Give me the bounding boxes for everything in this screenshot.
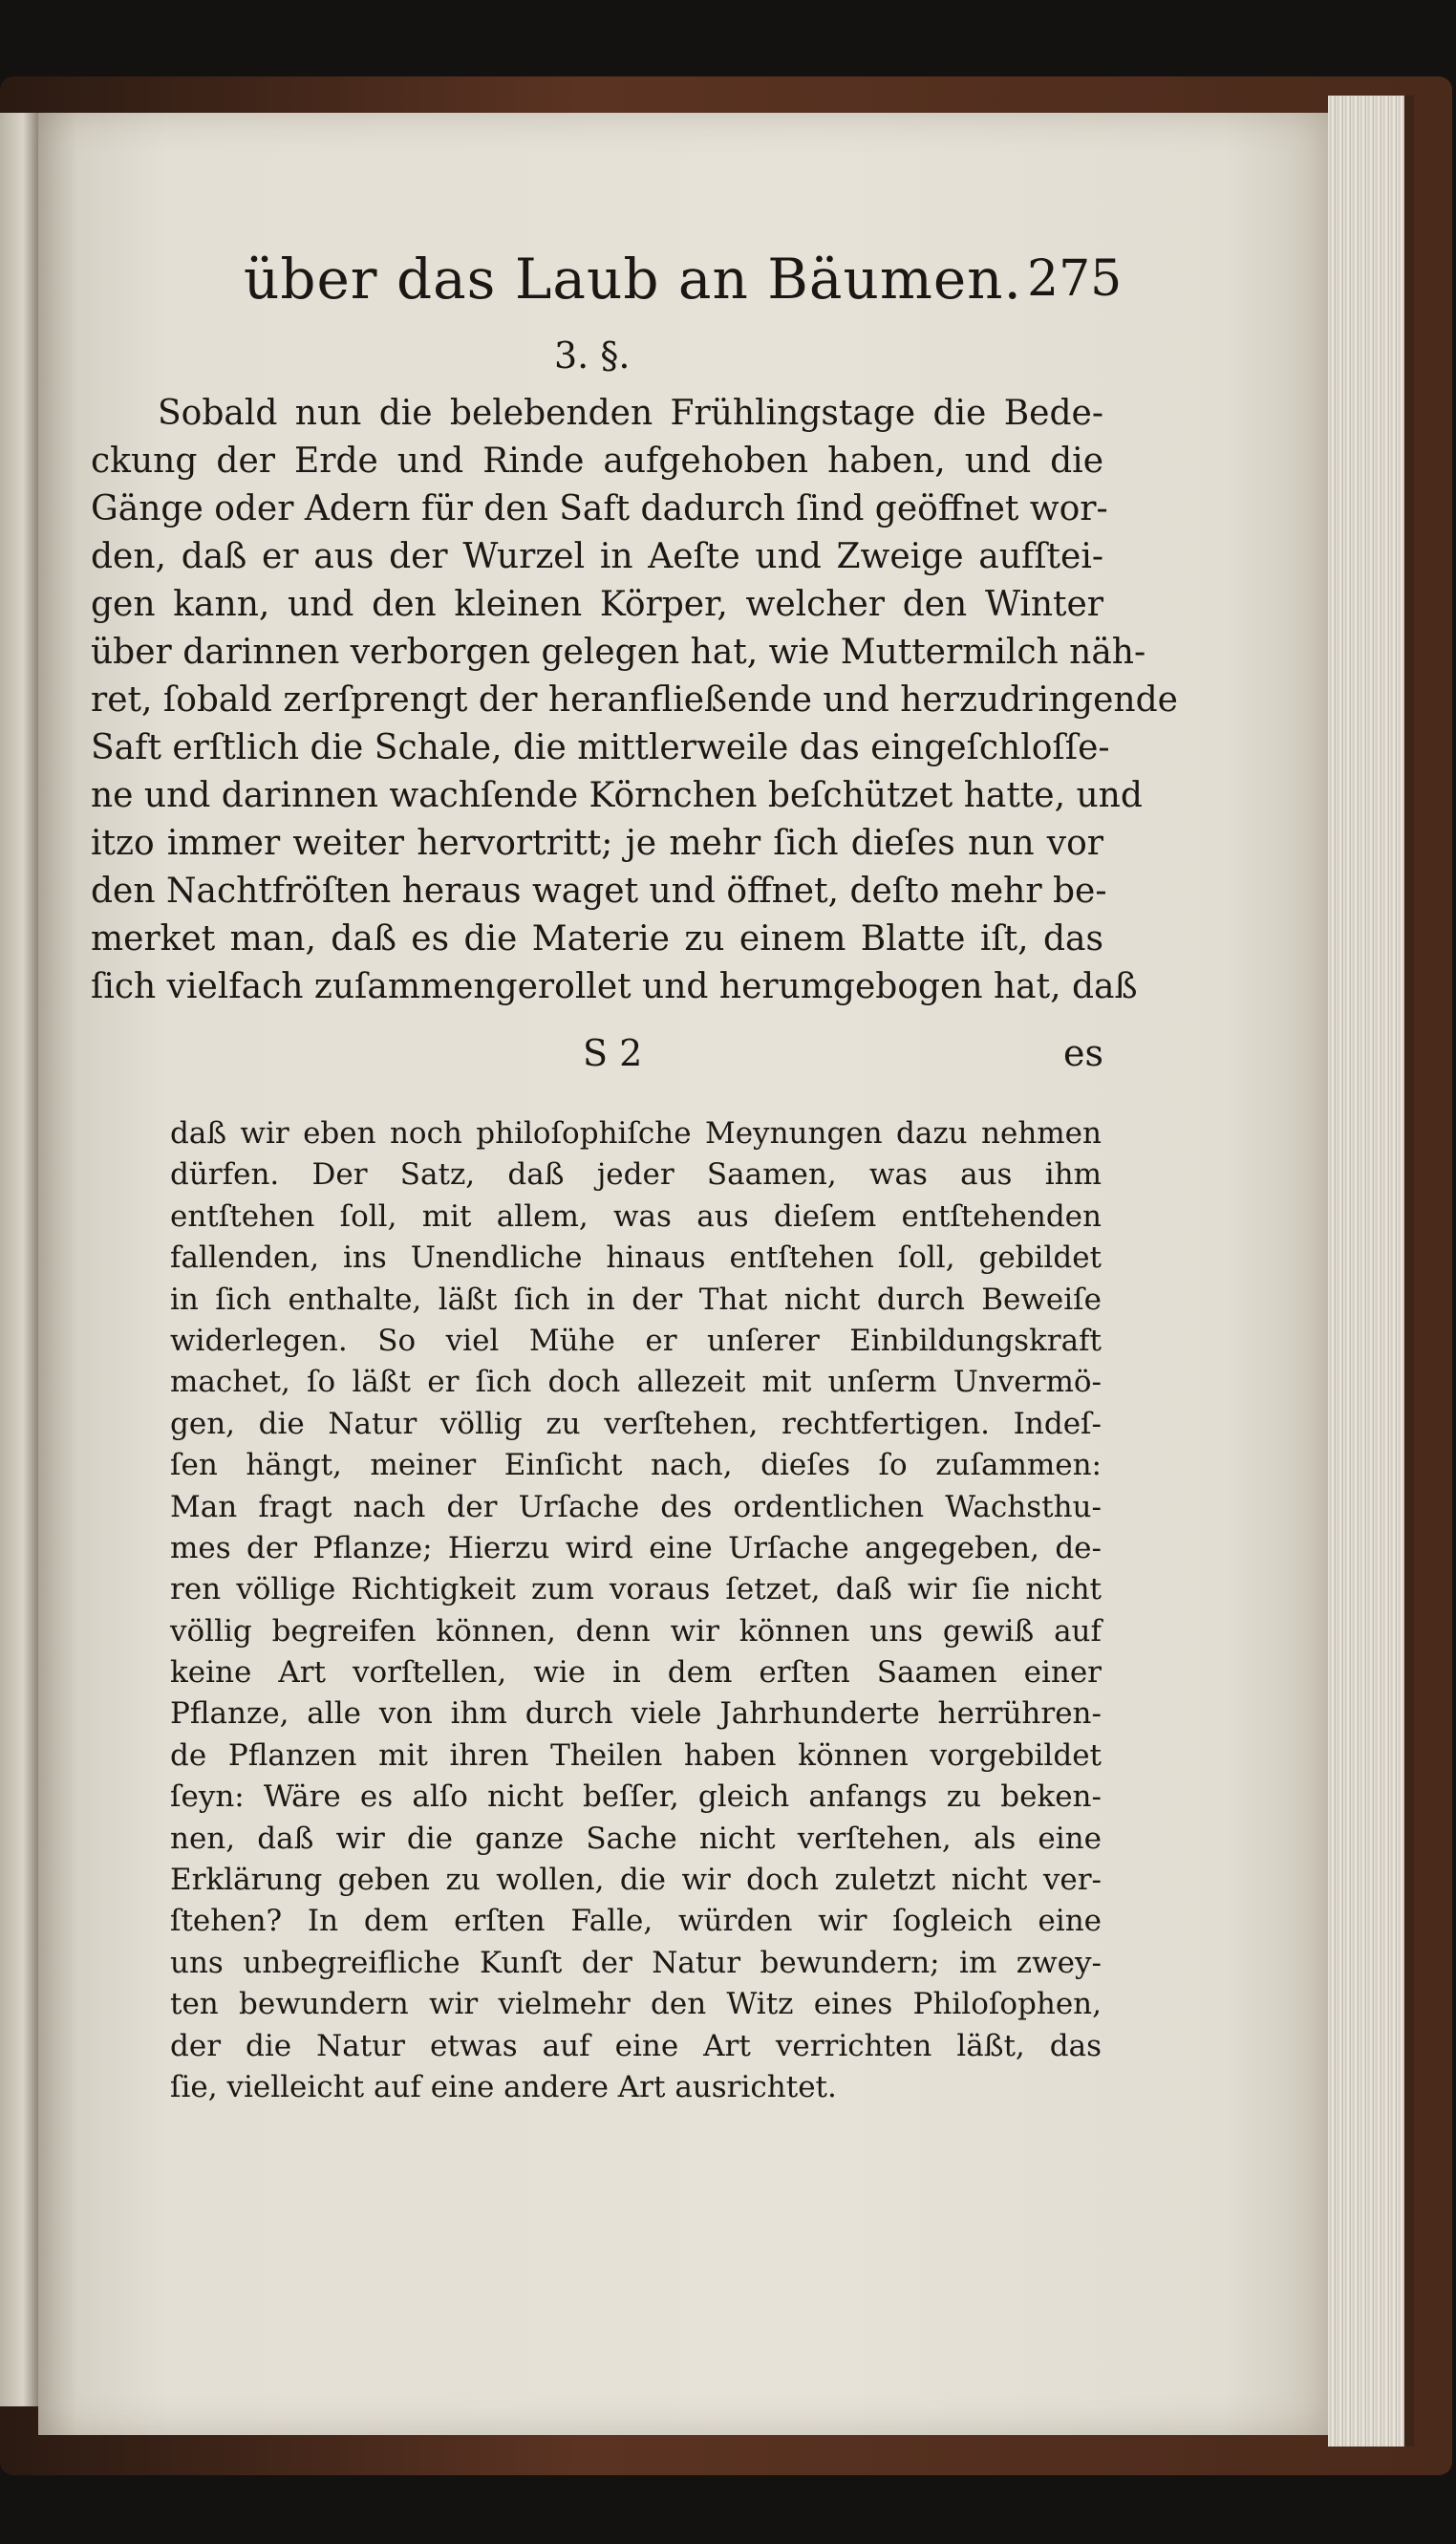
text-line: merket man, daß es die Materie zu einem Blatte iſt, das [91, 919, 1103, 959]
text-line: Sobald nun die belebenden Frühlingstage die Bede- [158, 394, 1103, 433]
footnote-line: ſeyn: Wäre es alſo nicht beſſer, gleich anfangs zu beken- [170, 1779, 1102, 1815]
signature-mark: S 2 [583, 1032, 643, 1074]
footnote-line: in ſich enthalte, läßt ſich in der That nicht durch Beweiſe [170, 1282, 1102, 1317]
footnote-line: Erklärung geben zu wollen, die wir doch zuletzt nicht ver- [170, 1863, 1102, 1898]
section-marker: 3. §. [554, 334, 631, 377]
running-title: über das Laub an Bäumen. [244, 247, 1022, 312]
footnote-line: ſie, vielleicht auf eine andere Art ausrichtet. [170, 2069, 837, 2104]
footnote-line: völlig begreifen können, denn wir können uns gewiß auf [170, 1613, 1102, 1649]
footnote-line: mes der Pflanze; Hierzu wird eine Urſache angegeben, de- [170, 1530, 1102, 1565]
text-line: Saft erſtlich die Schale, die mittlerweile das eingeſchloſſe- [91, 728, 1110, 767]
footnote-line: keine Art vorſtellen, wie in dem erſten Saamen einer [170, 1655, 1102, 1691]
text-line: den, daß er aus der Wurzel in Aeſte und Zweige aufſtei- [91, 537, 1103, 576]
footnote-line: dürfen. Der Satz, daß jeder Saamen, was aus ihm [170, 1157, 1102, 1193]
footnote-line: daß wir eben noch philoſophiſche Meynungen dazu nehmen [170, 1116, 1102, 1151]
footnote-line: ten bewundern wir vielmehr den Witz eines Philoſophen, [170, 1987, 1102, 2022]
text-line: ret, ſobald zerſprengt der heranfließende und herzudringende [91, 680, 1178, 720]
footnote-line: ſen hängt, meiner Einſicht nach, dieſes ſo zuſammen: [170, 1448, 1102, 1483]
footnote-line: machet, ſo läßt er ſich doch allezeit mit unſerm Unvermö- [170, 1365, 1102, 1400]
catchword: es [1063, 1032, 1103, 1074]
text-line: Gänge oder Adern für den Saft dadurch ſind geöffnet wor- [91, 489, 1108, 528]
footnote-line: fallenden, ins Unendliche hinaus entſtehen ſoll, gebildet [170, 1240, 1102, 1276]
signature-line [91, 1032, 1103, 1080]
text-line: gen kann, und den kleinen Körper, welcher den Winter [91, 585, 1103, 624]
text-line: über darinnen verborgen gelegen hat, wie Muttermilch näh- [91, 633, 1146, 672]
previous-page-edge [0, 113, 38, 2406]
text-line: ne und darinnen wachſende Körnchen beſchützet hatte, und [91, 776, 1143, 815]
footnote-line: Pflanze, alle von ihm durch viele Jahrhunderte herrühren- [170, 1696, 1102, 1732]
text-line: den Nachtfröſten heraus waget und öffnet, deſto mehr be- [91, 872, 1107, 911]
footnote-line: der die Natur etwas auf eine Art verrichten läßt, das [170, 2028, 1102, 2063]
footnote-line: ſtehen? In dem erſten Falle, würden wir ſogleich eine [170, 1904, 1102, 1939]
page-header [244, 247, 1123, 323]
footnote-block [170, 1113, 1102, 2108]
footnote-line: gen, die Natur völlig zu verſtehen, rechtfertigen. Indeſ- [170, 1406, 1102, 1441]
text-line: itzo immer weiter hervortritt; je mehr ſich dieſes nun vor [91, 824, 1103, 863]
footnote-line: nen, daß wir die ganze Sache nicht verſtehen, als eine [170, 1821, 1102, 1856]
footnote-line: de Pflanzen mit ihren Theilen haben können vorgebildet [170, 1737, 1102, 1773]
text-line: ſich vielfach zuſammengerollet und herumgebogen hat, daß [91, 967, 1138, 1006]
footnote-line: widerlegen. So viel Mühe er unſerer Einbildungskraft [170, 1323, 1102, 1358]
footnote-line: uns unbegreifliche Kunſt der Natur bewundern; im zwey- [170, 1945, 1102, 1980]
page-edges [1328, 96, 1414, 2447]
footnote-line: ren völlige Richtigkeit zum voraus ſetzet, daß wir ſie nicht [170, 1572, 1102, 1607]
text-line: ckung der Erde und Rinde aufgehoben haben, und die [91, 442, 1103, 481]
page-number: 275 [1027, 250, 1123, 308]
main-paragraph [91, 390, 1178, 1011]
footnote-line: Man fragt nach der Urſache des ordentlichen Wachsthu- [170, 1489, 1102, 1524]
footnote-line: entſtehen ſoll, mit allem, was aus dieſem entſtehenden [170, 1198, 1102, 1234]
